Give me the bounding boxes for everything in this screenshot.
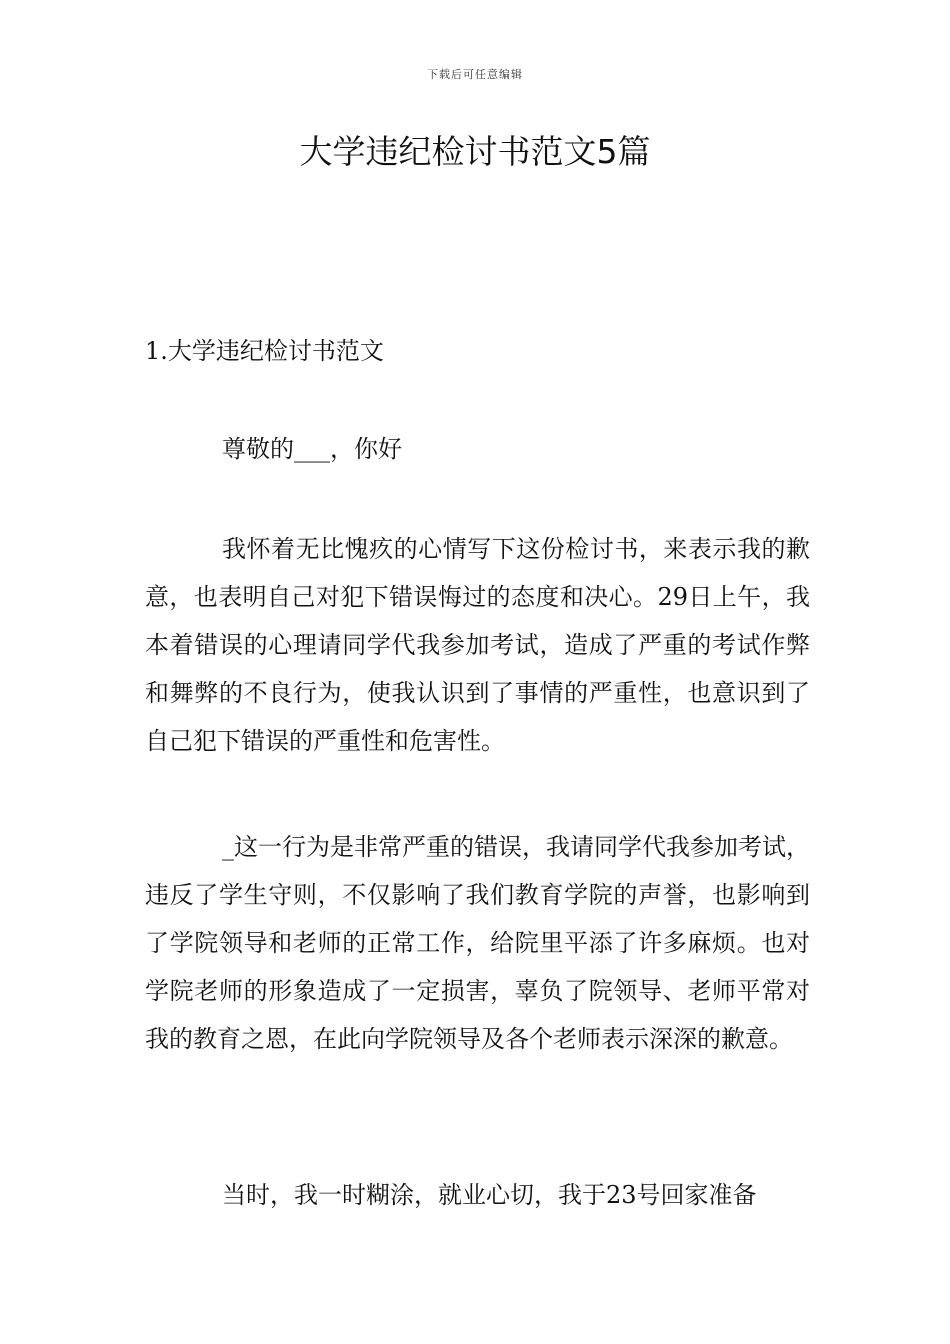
paragraph-1: 我怀着无比愧疚的心情写下这份检讨书，来表示我的歉意，也表明自己对犯下错误悔过的态度和决心。29日上午，我本着错误的心理请同学代我参加考试，造成了严重的考试作弊和舞弊的不良行为，使我认识到了事情的严重性，也意识到了自己犯下错误的严重性和危害性。: [145, 535, 810, 755]
greeting-line: 尊敬的___，你好: [222, 435, 402, 463]
paragraph-3: 当时，我一时糊涂，就业心切，我于23号回家准备: [222, 1181, 757, 1209]
paragraph-2: _这一行为是非常严重的错误，我请同学代我参加考试，违反了学生守则，不仅影响了我们教育学院的声誉，也影响到了学院领导和老师的正常工作，给院里平添了许多麻烦。也对学院老师的形象造成了一定损害，辜负了院领导、老师平常对我的教育之恩，在此向学院领导及各个老师表示深深的歉意。: [145, 833, 810, 1053]
section-heading: 1.大学违纪检讨书范文: [145, 337, 384, 365]
header-note: 下载后可任意编辑: [427, 68, 523, 81]
document-title: 大学违纪检讨书范文5篇: [299, 132, 651, 171]
